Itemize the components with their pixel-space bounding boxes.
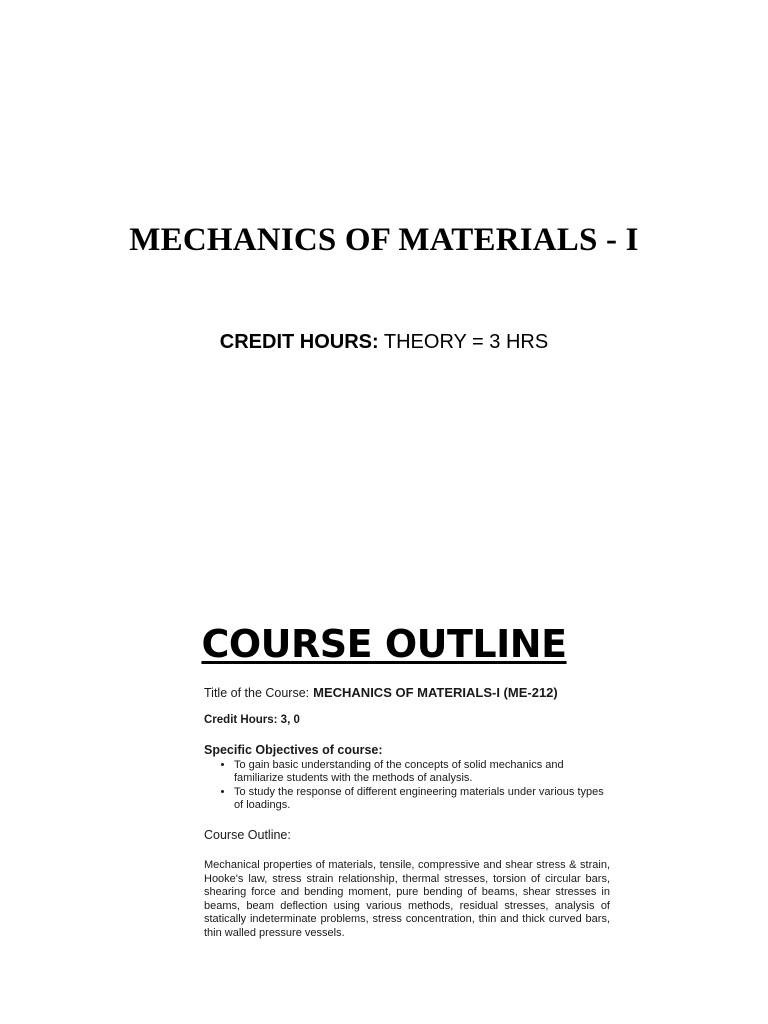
objective-item: • To gain basic understanding of the concepts of solid mechanics and familiarize students with the methods of analysis. (234, 759, 610, 785)
course-outline-heading: COURSE OUTLINE (201, 622, 567, 666)
course-outline-text: Mechanical properties of materials, tensile, compressive and shear stress & strain, Hooke's law, stress strain relationship, thermal stresses, torsion of circular bars, shearing force and bending moment, pure bending of beams, shear stresses in beams, beam deflection using various methods, residual stresses, analysis of statically indeterminate problems, stress concentration, thin and thick curved bars, thin walled pressure vessels. (204, 859, 610, 939)
credit-hours-value: THEORY = 3 HRS (378, 331, 549, 353)
objectives-list (200, 759, 610, 812)
credit-hours-line (0, 331, 768, 354)
scanned-course-outline (200, 685, 610, 940)
objectives-heading: Specific Objectives of course: (204, 743, 383, 757)
course-title-label: Title of the Course: (204, 686, 310, 700)
course-title-row (204, 685, 610, 700)
course-title-value: MECHANICS OF MATERIALS-I (ME-212) (313, 685, 558, 700)
scanned-credit-hours: Credit Hours: 3, 0 (204, 714, 300, 726)
objective-item: • To study the response of different engineering materials under various types of loadings. (234, 786, 610, 812)
credit-hours-label: CREDIT HOURS: (219, 331, 379, 353)
course-outline-subheading: Course Outline: (204, 828, 291, 842)
document-title: MECHANICS OF MATERIALS - I (129, 222, 639, 258)
